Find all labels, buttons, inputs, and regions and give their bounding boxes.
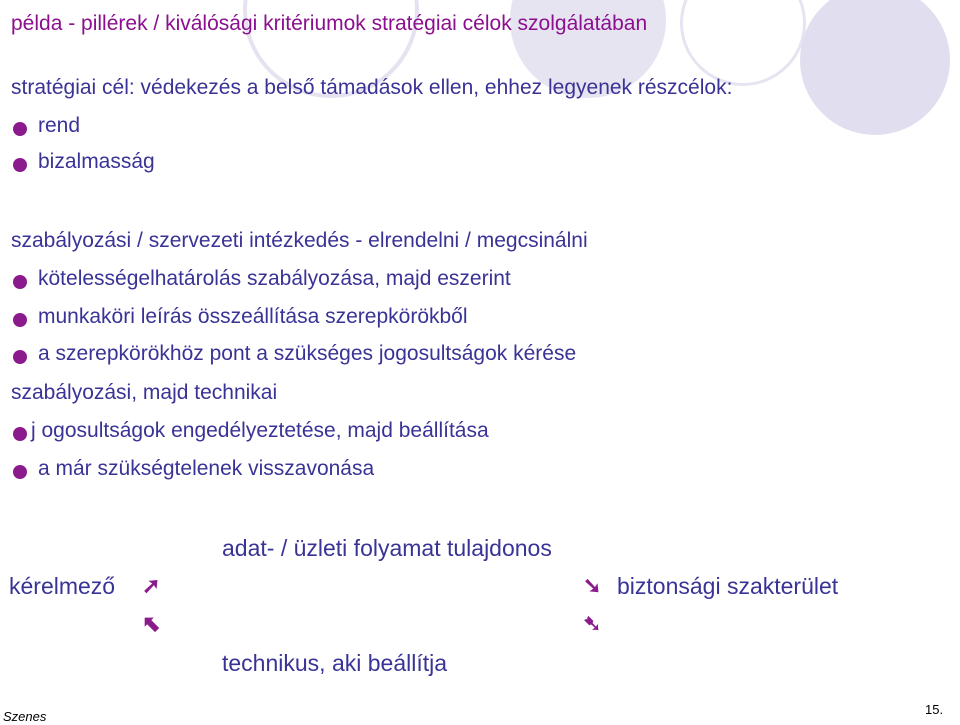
bullet-dot-icon	[13, 122, 27, 136]
flow-bottom-label: technikus, aki beállítja	[222, 650, 448, 676]
section3-heading: szabályozási, majd technikai	[11, 381, 278, 404]
list-item: a már szükségtelenek visszavonása	[38, 457, 375, 480]
section2-heading: szabályozási / szervezeti intézkedés - elrendelni / megcsinálni	[11, 229, 588, 252]
bullet-dot-icon	[13, 465, 27, 479]
list-item: a szerepkörökhöz pont a szükséges jogosultságok kérése	[38, 342, 577, 365]
decor-circle-outline-small	[680, 0, 806, 86]
bullet-dot-icon	[13, 350, 27, 364]
arrow-up-right-icon: ➚	[142, 573, 161, 598]
flow-left-label: kérelmező	[9, 573, 116, 599]
arrow-up-left-icon: ⬉	[142, 611, 161, 636]
arrow-down-right-icon: ➘	[583, 573, 602, 598]
list-item: munkaköri leírás összeállítása szerepkörökből	[38, 305, 468, 328]
flow-top-label: adat- / üzleti folyamat tulajdonos	[222, 535, 552, 561]
section1-heading: stratégiai cél: védekezés a belső támadások ellen, ehhez legyenek részcélok:	[11, 76, 733, 99]
bullet-dot-icon	[13, 275, 27, 289]
list-item: j ogosultságok engedélyeztetése, majd beállítása	[31, 419, 489, 442]
list-item: kötelességelhatárolás szabályozása, majd eszerint	[38, 267, 511, 290]
list-item: rend	[38, 114, 81, 137]
arrow-down-left-icon: ➷	[583, 611, 602, 636]
page-number: 15.	[925, 702, 944, 717]
bullet-dot-icon	[13, 313, 27, 327]
list-item: bizalmasság	[38, 150, 155, 173]
decor-circle-filled-right	[800, 0, 950, 135]
page-title: példa - pillérek / kiválósági kritériumok stratégiai célok szolgálatában	[11, 12, 648, 35]
bullet-dot-icon	[13, 427, 27, 441]
footer-author: Szenes	[3, 709, 47, 724]
flow-right-label: biztonsági szakterület	[617, 573, 839, 599]
bullet-dot-icon	[13, 158, 27, 172]
